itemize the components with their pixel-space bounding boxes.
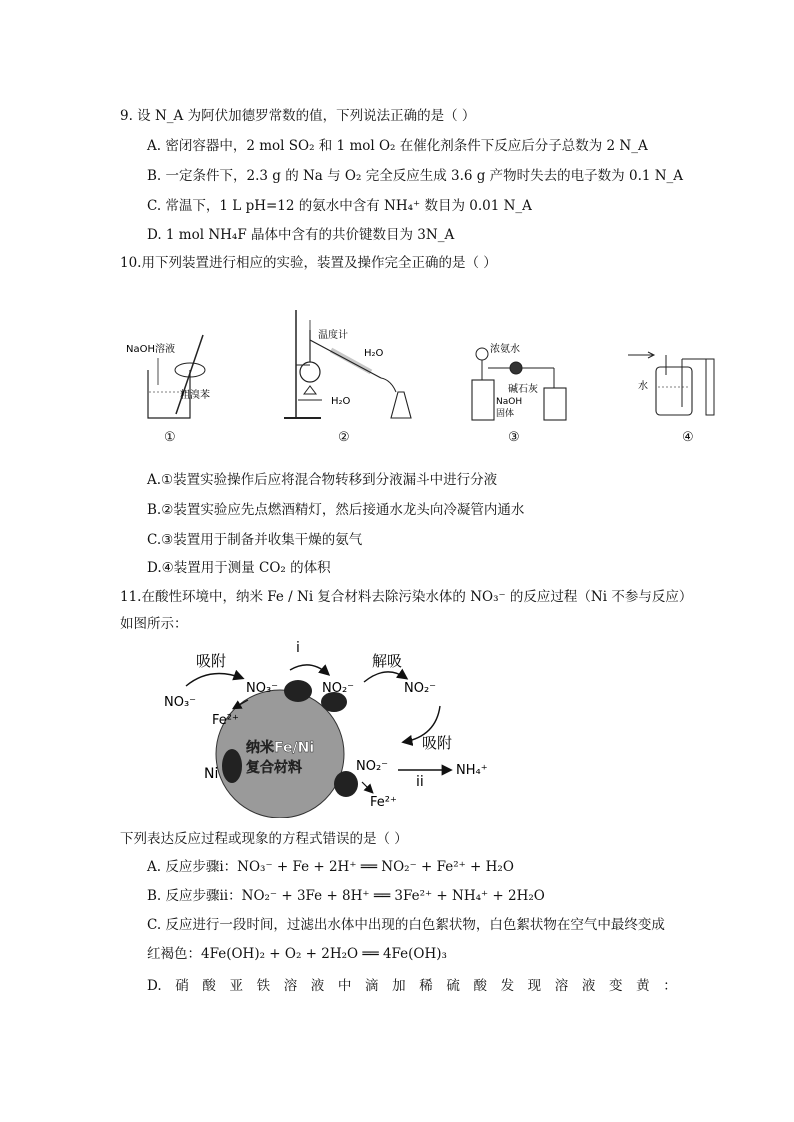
q11-option-b: B. 反应步骤ⅱ：NO₂⁻ + 3Fe + 8H⁺ ══ 3Fe²⁺ + NH₄⁺ + 2H₂O: [147, 888, 545, 904]
label-no2-surface-2: NO₂⁻: [356, 759, 389, 774]
d-char: 硝: [175, 978, 189, 994]
label-ni: Ni: [204, 766, 219, 782]
fig2-label-water-in: H₂O: [331, 396, 351, 407]
d-char: 中: [337, 978, 352, 994]
d-char: 现: [527, 978, 542, 994]
q10-option-c: C.③装置用于制备并收集干燥的氨气: [147, 532, 363, 548]
label-no3-surface: NO₃⁻: [246, 681, 279, 696]
label-adsorb-1: 吸附: [196, 652, 227, 670]
label-fe2-2: Fe²⁺: [370, 795, 397, 810]
d-char: 发: [500, 978, 515, 994]
q11-option-a: A. 反应步骤ⅰ：NO₃⁻ + Fe + 2H⁺ ══ NO₂⁻ + Fe²⁺ + H₂O: [147, 859, 514, 875]
q10-option-d: D.④装置用于测量 CO₂ 的体积: [147, 560, 331, 576]
fig3-label-soda-lime: 碱石灰: [508, 384, 538, 395]
label-nh4: NH₄⁺: [456, 763, 488, 778]
fig3-label-solid: 固体: [496, 409, 515, 419]
q10-stem: 10.用下列装置进行相应的实验，装置及操作完全正确的是（ ）: [120, 255, 497, 271]
d-char: 加: [392, 978, 406, 994]
fig4-number: ④: [682, 430, 694, 445]
q9-option-a: A. 密闭容器中，2 mol SO₂ 和 1 mol O₂ 在催化剂条件下反应后分子总数为 2 N_A: [147, 138, 648, 154]
d-char: 硫: [446, 978, 460, 994]
fig4-label-water: 水: [638, 381, 648, 392]
q10-option-a: A.①装置实验操作后应将混合物转移到分液漏斗中进行分液: [147, 472, 498, 488]
q9-option-d: D. 1 mol NH₄F 晶体中含有的共价键数目为 3N_A: [147, 227, 455, 243]
d-char: 酸: [473, 978, 487, 994]
q9-option-c: C. 常温下，1 L pH=12 的氨水中含有 NH₄⁺ 数目为 0.01 N_A: [147, 198, 532, 214]
q11-stem-line1: 11.在酸性环境中，纳米 Fe / Ni 复合材料去除污染水体的 NO₃⁻ 的反应过程（Ni 不参与反应）: [120, 589, 693, 605]
d-char: 液: [310, 978, 325, 994]
apparatus-1-beaker: [118, 330, 228, 425]
d-char: 铁: [256, 978, 271, 994]
d-char: 溶: [283, 978, 298, 994]
q11-option-c-line2: 红褐色：4Fe(OH)₂ + O₂ + 2H₂O ══ 4Fe(OH)₃: [147, 946, 447, 962]
d-char: D.: [147, 978, 162, 994]
q11-question: 下列表达反应过程或现象的方程式错误的是（ ）: [120, 831, 408, 847]
fig1-label-naoh: NaOH溶液: [126, 344, 175, 355]
q10-option-b: B.②装置实验应先点燃酒精灯，然后接通水龙头向冷凝管内通水: [147, 502, 525, 518]
label-fe2-1: Fe²⁺: [212, 713, 239, 728]
label-step-i: i: [296, 640, 300, 656]
fig1-label-bromobenzene: 粗溴苯: [180, 390, 210, 401]
d-char: ：: [663, 978, 677, 994]
d-char: 溶: [554, 978, 569, 994]
label-no2-free: NO₂⁻: [404, 681, 437, 696]
q9-stem: 9. 设 N_A 为阿伏加德罗常数的值，下列说法正确的是（ ）: [120, 108, 476, 124]
fig2-label-thermometer: 温度计: [318, 330, 348, 341]
label-no3-outer: NO₃⁻: [164, 695, 197, 710]
apparatus-4-gas-volume: [626, 345, 726, 420]
d-char: 变: [609, 978, 623, 994]
core-label-line1: 纳米Fe/Ni: [246, 740, 315, 756]
fig2-number: ②: [338, 430, 350, 445]
fig3-label-ammonia: 浓氨水: [490, 344, 520, 355]
label-adsorb-2: 吸附: [422, 734, 453, 752]
d-char: 滴: [365, 978, 379, 994]
d-char: 液: [581, 978, 596, 994]
q9-option-b: B. 一定条件下，2.3 g 的 Na 与 O₂ 完全反应生成 3.6 g 产物时失去的电子数为 0.1 N_A: [147, 168, 684, 184]
fig2-label-water-out: H₂O: [364, 348, 384, 359]
d-char: 亚: [229, 978, 243, 994]
d-char: 稀: [419, 978, 433, 994]
q11-option-d: [147, 976, 677, 996]
core-label-line2: 复合材料: [246, 760, 302, 776]
fig3-label-naoh: NaOH: [496, 397, 523, 407]
q11-stem-line2: 如图所示：: [120, 616, 188, 632]
label-step-ii: ii: [416, 774, 424, 790]
label-desorb: 解吸: [372, 652, 403, 670]
label-no2-surface-1: NO₂⁻: [322, 681, 355, 696]
apparatus-3-ammonia: [468, 340, 578, 425]
reaction-diagram: [150, 636, 520, 818]
d-char: 黄: [636, 978, 650, 994]
fig1-number: ①: [164, 430, 176, 445]
fig3-number: ③: [508, 430, 520, 445]
apparatus-2-distillation: [276, 300, 421, 425]
d-char: 酸: [202, 978, 216, 994]
q11-option-c-line1: C. 反应进行一段时间，过滤出水体中出现的白色絮状物，白色絮状物在空气中最终变成: [147, 917, 665, 933]
